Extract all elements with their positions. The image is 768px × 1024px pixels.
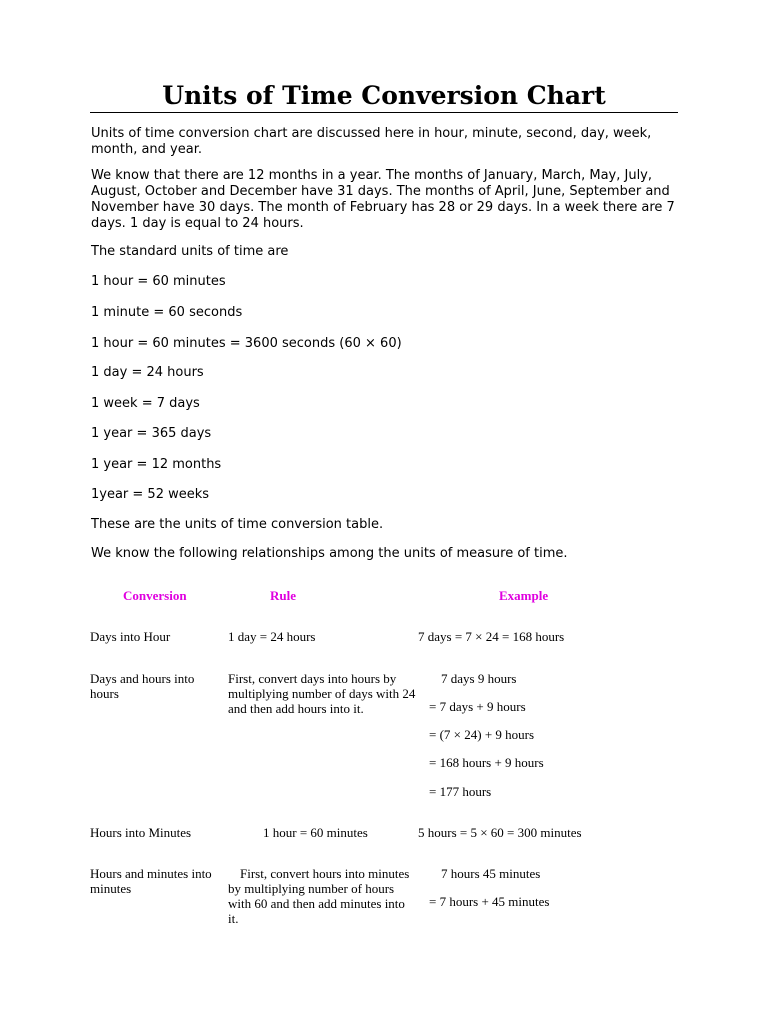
example-line: 5 hours = 5 × 60 = 300 minutes bbox=[418, 825, 582, 840]
fact-line: 1 year = 12 months bbox=[91, 457, 222, 472]
fact-line: 1 hour = 60 minutes bbox=[91, 274, 226, 289]
example-line: 7 days 9 hours bbox=[441, 671, 517, 686]
header-example: Example bbox=[499, 588, 549, 603]
fact-line: 1 hour = 60 minutes = 3600 seconds (60 × 60) bbox=[91, 336, 402, 351]
header-conversion: Conversion bbox=[123, 588, 187, 603]
example-line: = (7 × 24) + 9 hours bbox=[429, 727, 535, 742]
closing-line: We know the following relationships among the units of measure of time. bbox=[91, 546, 568, 561]
fact-line: 1year = 52 weeks bbox=[91, 487, 210, 502]
rule-cell: First, convert hours into minutes by multiplying number of hours with 60 and then add minutes into it. bbox=[228, 866, 410, 926]
conversion-cell: Hours and minutes into minutes bbox=[90, 866, 212, 896]
rule-cell: 1 hour = 60 minutes bbox=[263, 825, 368, 840]
page-title: Units of Time Conversion Chart bbox=[90, 80, 678, 113]
intro-paragraph: Units of time conversion chart are discussed here in hour, minute, second, day, week, month, and year. bbox=[91, 126, 652, 157]
example-line: 7 days = 7 × 24 = 168 hours bbox=[418, 629, 565, 644]
example-line: 7 hours 45 minutes bbox=[441, 866, 541, 881]
months-paragraph: We know that there are 12 months in a year. The months of January, March, May, July, August, October and December have 31 days. The months of April, June, September and November have 30 days. The month of February has 28 or 29 days. In a week there are 7 days. 1 day is equal to 24 hours. bbox=[91, 168, 675, 231]
example-line: = 168 hours + 9 hours bbox=[429, 755, 544, 770]
header-rule: Rule bbox=[270, 588, 296, 603]
fact-line: 1 week = 7 days bbox=[91, 396, 200, 411]
fact-line: 1 minute = 60 seconds bbox=[91, 305, 243, 320]
closing-line: These are the units of time conversion table. bbox=[91, 517, 384, 532]
example-line: = 177 hours bbox=[429, 784, 492, 799]
fact-line: 1 day = 24 hours bbox=[91, 365, 204, 380]
conversion-cell: Days into Hour bbox=[90, 629, 171, 644]
rule-cell: First, convert days into hours by multiplying number of days with 24 and then add hours into it. bbox=[228, 671, 416, 716]
standard-units-intro: The standard units of time are bbox=[91, 244, 289, 259]
conversion-cell: Days and hours into hours bbox=[90, 671, 195, 701]
example-line: = 7 hours + 45 minutes bbox=[429, 894, 550, 909]
rule-cell: 1 day = 24 hours bbox=[228, 629, 316, 644]
conversion-cell: Hours into Minutes bbox=[90, 825, 192, 840]
fact-line: 1 year = 365 days bbox=[91, 426, 212, 441]
example-line: = 7 days + 9 hours bbox=[429, 699, 526, 714]
